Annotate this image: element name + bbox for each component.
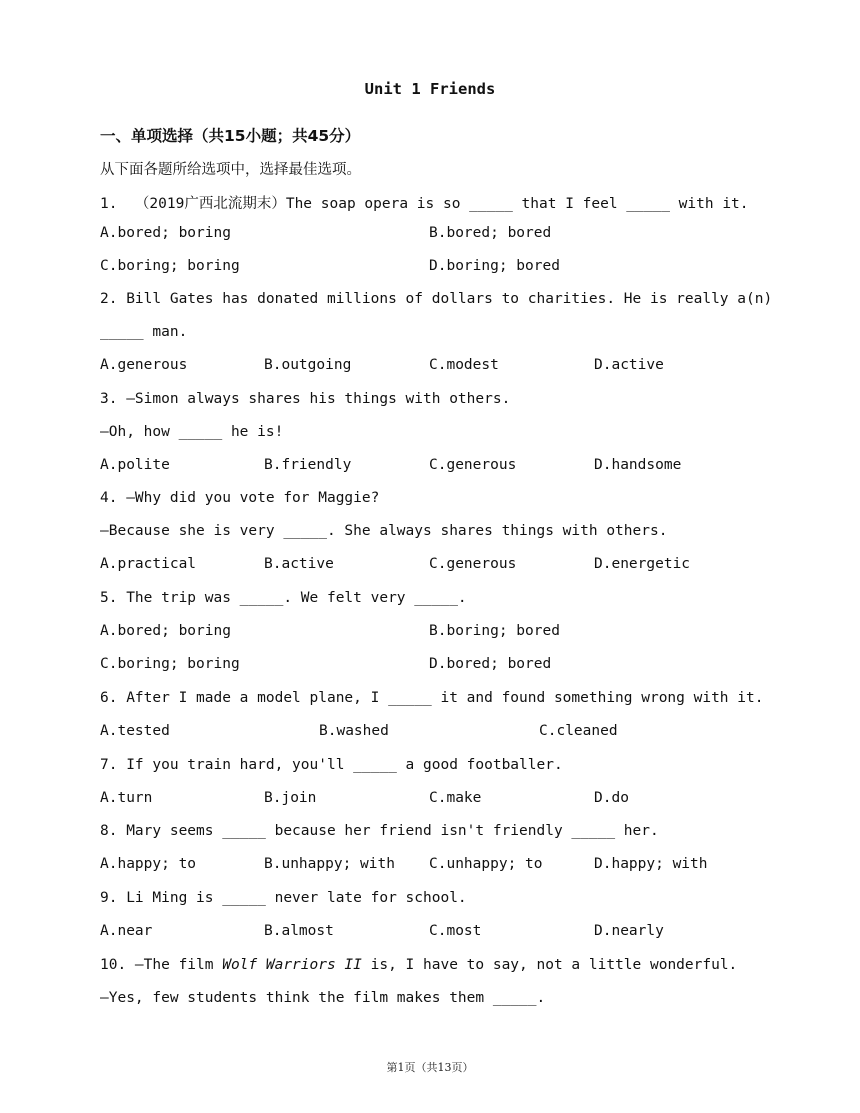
question-stem: 4. —Why did you vote for Maggie? [100, 490, 380, 506]
question-stem: 7. If you train hard, you'll _____ a good footballer. [100, 757, 563, 773]
option-b: B.outgoing [264, 357, 352, 373]
question-stem: 6. After I made a model plane, I _____ it and found something wrong with it. [100, 690, 764, 706]
option-c: C.generous [429, 556, 517, 572]
question-stem-continued: —Oh, how _____ he is! [100, 424, 284, 440]
option-a: A.generous [100, 357, 188, 373]
option-b: B.bored; bored [429, 225, 552, 241]
option-d: D.bored; bored [429, 656, 552, 672]
option-d: D.handsome [594, 457, 682, 473]
film-title: Wolf Warriors II [222, 957, 362, 973]
option-d: D.boring; bored [429, 258, 560, 274]
instruction-text: 从下面各题所给选项中，选择最佳选项。 [100, 162, 361, 178]
option-a: A.practical [100, 556, 197, 572]
option-d: D.active [594, 357, 664, 373]
option-c: C.make [429, 790, 482, 806]
option-d: D.do [594, 790, 629, 806]
question-stem: 8. Mary seems _____ because her friend isn't friendly _____ her. [100, 823, 659, 839]
option-b: B.friendly [264, 457, 352, 473]
option-a: A.near [100, 923, 153, 939]
option-b: B.active [264, 556, 334, 572]
option-b: B.almost [264, 923, 334, 939]
page-title: Unit 1 Friends [364, 80, 496, 98]
question-stem: 1. （2019广西北流期末）The soap opera is so _____ that I feel _____ with it. [100, 196, 749, 212]
option-a: A.turn [100, 790, 153, 806]
question-stem-continued: —Because she is very _____. She always shares things with others. [100, 523, 668, 539]
option-a: A.bored; boring [100, 225, 231, 241]
option-c: C.most [429, 923, 482, 939]
option-a: A.bored; boring [100, 623, 231, 639]
stem-text: 10. —The film [100, 957, 223, 973]
option-d: D.nearly [594, 923, 664, 939]
option-c: C.modest [429, 357, 499, 373]
option-a: A.polite [100, 457, 170, 473]
option-b: B.washed [319, 723, 389, 739]
option-a: A.happy; to [100, 856, 197, 872]
question-stem: 2. Bill Gates has donated millions of dollars to charities. He is really a(n) [100, 291, 773, 307]
option-a: A.tested [100, 723, 170, 739]
option-c: C.generous [429, 457, 517, 473]
option-c: C.cleaned [539, 723, 618, 739]
option-c: C.unhappy; to [429, 856, 543, 872]
stem-text: is, I have to say, not a little wonderful. [361, 957, 738, 973]
question-stem-continued: —Yes, few students think the film makes them _____. [100, 990, 546, 1006]
option-c: C.boring; boring [100, 656, 240, 672]
option-c: C.boring; boring [100, 258, 240, 274]
question-stem: 5. The trip was _____. We felt very _____. [100, 590, 467, 606]
option-b: B.boring; bored [429, 623, 560, 639]
page-footer: 第1页（共13页） [386, 1061, 474, 1074]
question-stem [100, 957, 737, 973]
option-b: B.unhappy; with [264, 856, 395, 872]
section-heading: 一、单项选择（共15小题；共45分） [100, 127, 361, 145]
question-stem: 9. Li Ming is _____ never late for school. [100, 890, 467, 906]
question-stem: 3. —Simon always shares his things with others. [100, 391, 511, 407]
option-d: D.energetic [594, 556, 691, 572]
option-d: D.happy; with [594, 856, 708, 872]
question-stem-continued: _____ man. [100, 324, 188, 340]
option-b: B.join [264, 790, 317, 806]
